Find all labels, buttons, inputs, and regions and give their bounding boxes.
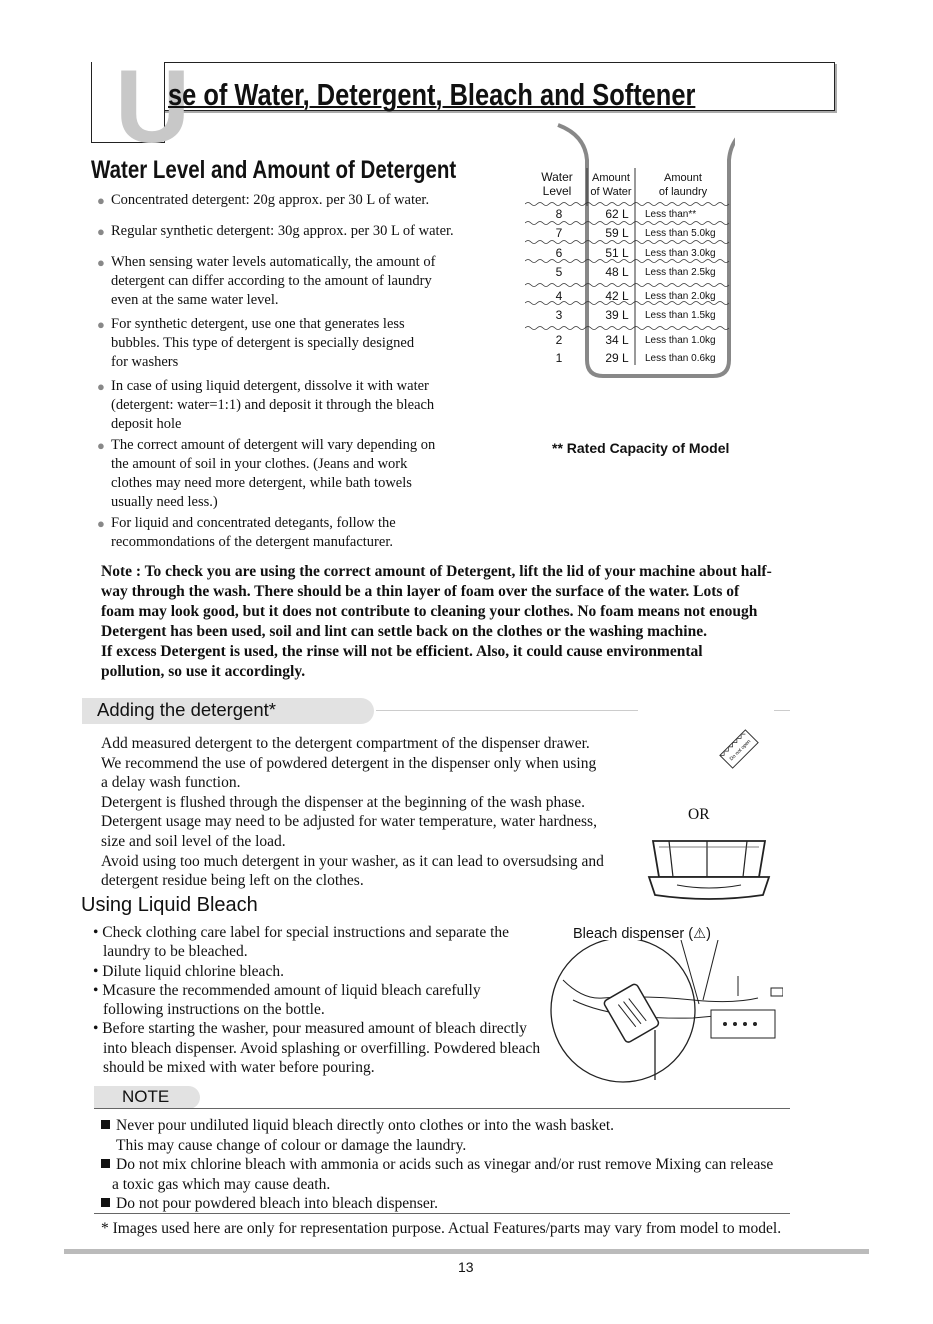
bullet-item: ● Concentrated detergent: 20g approx. per 30 L of water.	[97, 192, 430, 208]
bullet-item: ● For liquid and concentrated detegants, follow the recommondations of the detergent manufacturer.	[97, 515, 396, 550]
header-initial: U	[115, 49, 191, 165]
rated-capacity-note: ** Rated Capacity of Model	[552, 440, 730, 456]
list-item: • Mcasure the recommended amount of liquid bleach carefully following instructions on the bottle.	[93, 981, 481, 1019]
dispenser-drawer-icon	[647, 833, 771, 903]
page-number: 13	[458, 1259, 474, 1275]
note-list: Never pour undiluted liquid bleach directly onto clothes or into the wash basket. This may cause change of colour or damage the laundry. Do not mix chlorine bleach with ammonia or acids such as vinegar and/or rust remove Mixing can release a toxic gas which may cause death. Do not pour powdered bleach into bleach dispenser.	[101, 1116, 801, 1214]
adding-section-title: Adding the detergent*	[97, 699, 276, 720]
svg-text:Do not open: Do not open	[728, 738, 753, 763]
divider	[94, 1108, 790, 1109]
table-row: 6 51 L Less than 3.0kg	[555, 246, 716, 260]
list-item: Do not mix chlorine bleach with ammonia or acids such as vinegar and/or rust remove Mixing can release	[101, 1155, 801, 1175]
bottom-rule	[64, 1249, 869, 1254]
square-bullet-icon	[101, 1159, 110, 1168]
list-item: Do not pour powdered bleach into bleach dispenser.	[101, 1194, 801, 1214]
bullet-item: ● In case of using liquid detergent, dissolve it with water (detergent: water=1:1) and deposit it through the bleach deposit hole	[97, 378, 435, 432]
note-title: NOTE	[122, 1087, 170, 1106]
square-bullet-icon	[101, 1120, 110, 1129]
divider	[774, 710, 790, 711]
divider	[94, 1213, 790, 1214]
detergent-sachet-icon	[718, 728, 760, 770]
table-row: 5 48 L Less than 2.5kg	[555, 265, 716, 279]
bullet-item: ● Regular synthetic detergent: 30g approx. per 30 L of water.	[97, 223, 454, 239]
or-label: OR	[688, 806, 710, 823]
bleach-section-title: Using Liquid Bleach	[81, 894, 258, 916]
table-row: 1 29 L Less than 0.6kg	[555, 351, 716, 365]
header-water-level: Water Level	[541, 170, 573, 198]
table-row: 4 42 L Less than 2.0kg	[555, 289, 716, 303]
table-row: 7 59 L Less than 5.0kg	[555, 226, 716, 240]
water-level-table	[525, 120, 735, 380]
table-row: 2 34 L Less than 1.0kg	[555, 333, 716, 347]
list-item: Never pour undiluted liquid bleach directly onto clothes or into the wash basket.	[101, 1116, 801, 1136]
detergent-note: Note : To check you are using the correct amount of Detergent, lift the lid of your machine about half- way through the wash. There should be a thin layer of foam over the surface of the water. Lots of foam may look good, but it does not contribute to cleaning your clothes. No foam means not enough Detergent has been used, soil and lint can settle back on the clothes or the washing machine. If excess Detergent is used, the rinse will not be efficient. Also, it could cause environmental pollution, so use it accordingly.	[101, 563, 772, 680]
footnote: * Images used here are only for representation purpose. Actual Features/parts may vary from model to model.	[101, 1220, 782, 1237]
table-row: 3 39 L Less than 1.5kg	[555, 308, 716, 322]
list-item: • Dilute liquid chlorine bleach.	[93, 962, 284, 980]
adding-instructions: Add measured detergent to the detergent compartment of the dispenser drawer. We recommend the use of powdered detergent in the dispenser only when using a delay wash function. Detergent is flushed through the dispenser at the beginning of the wash phase. Detergent usage may need to be adjusted for water temperature, water hardness, size and soil level of the load. Avoid using too much detergent in your washer, as it can lead to oversudsing and detergent residue being left on the clothes.	[101, 735, 604, 890]
bleach-dispenser-label: Bleach dispenser (⚠)	[573, 926, 711, 942]
divider	[376, 710, 638, 711]
bullet-item: ● The correct amount of detergent will vary depending on the amount of soil in your clothes. (Jeans and work clothes may need more detergent, while bath towels usually need less.)	[97, 437, 436, 510]
list-item: • Before starting the washer, pour measured amount of bleach directly into bleach dispenser. Avoid splashing or overfilling. Powdered bleach should be mixed with water before pouring.	[93, 1020, 541, 1077]
bullet-item: ● For synthetic detergent, use one that generates less bubbles. This type of detergent is specially designed for washers	[97, 316, 415, 370]
bullet-item: ● When sensing water levels automatically, the amount of detergent can differ according to the amount of laundry even at the same water level.	[97, 254, 436, 308]
bleach-instructions	[93, 923, 543, 1077]
table-row: 8 62 L Less than**	[555, 207, 697, 221]
page-title: se of Water, Detergent, Bleach and Softener	[168, 77, 696, 112]
header-amount-laundry: Amount of laundry	[658, 172, 708, 198]
section-heading: Water Level and Amount of Detergent	[91, 156, 457, 184]
bleach-dispenser-illustration	[543, 940, 783, 1085]
square-bullet-icon	[101, 1198, 110, 1207]
list-item: • Check clothing care label for special instructions and separate the laundry to be bleached.	[93, 924, 510, 961]
header-amount-water: Amount of Water	[590, 172, 632, 198]
